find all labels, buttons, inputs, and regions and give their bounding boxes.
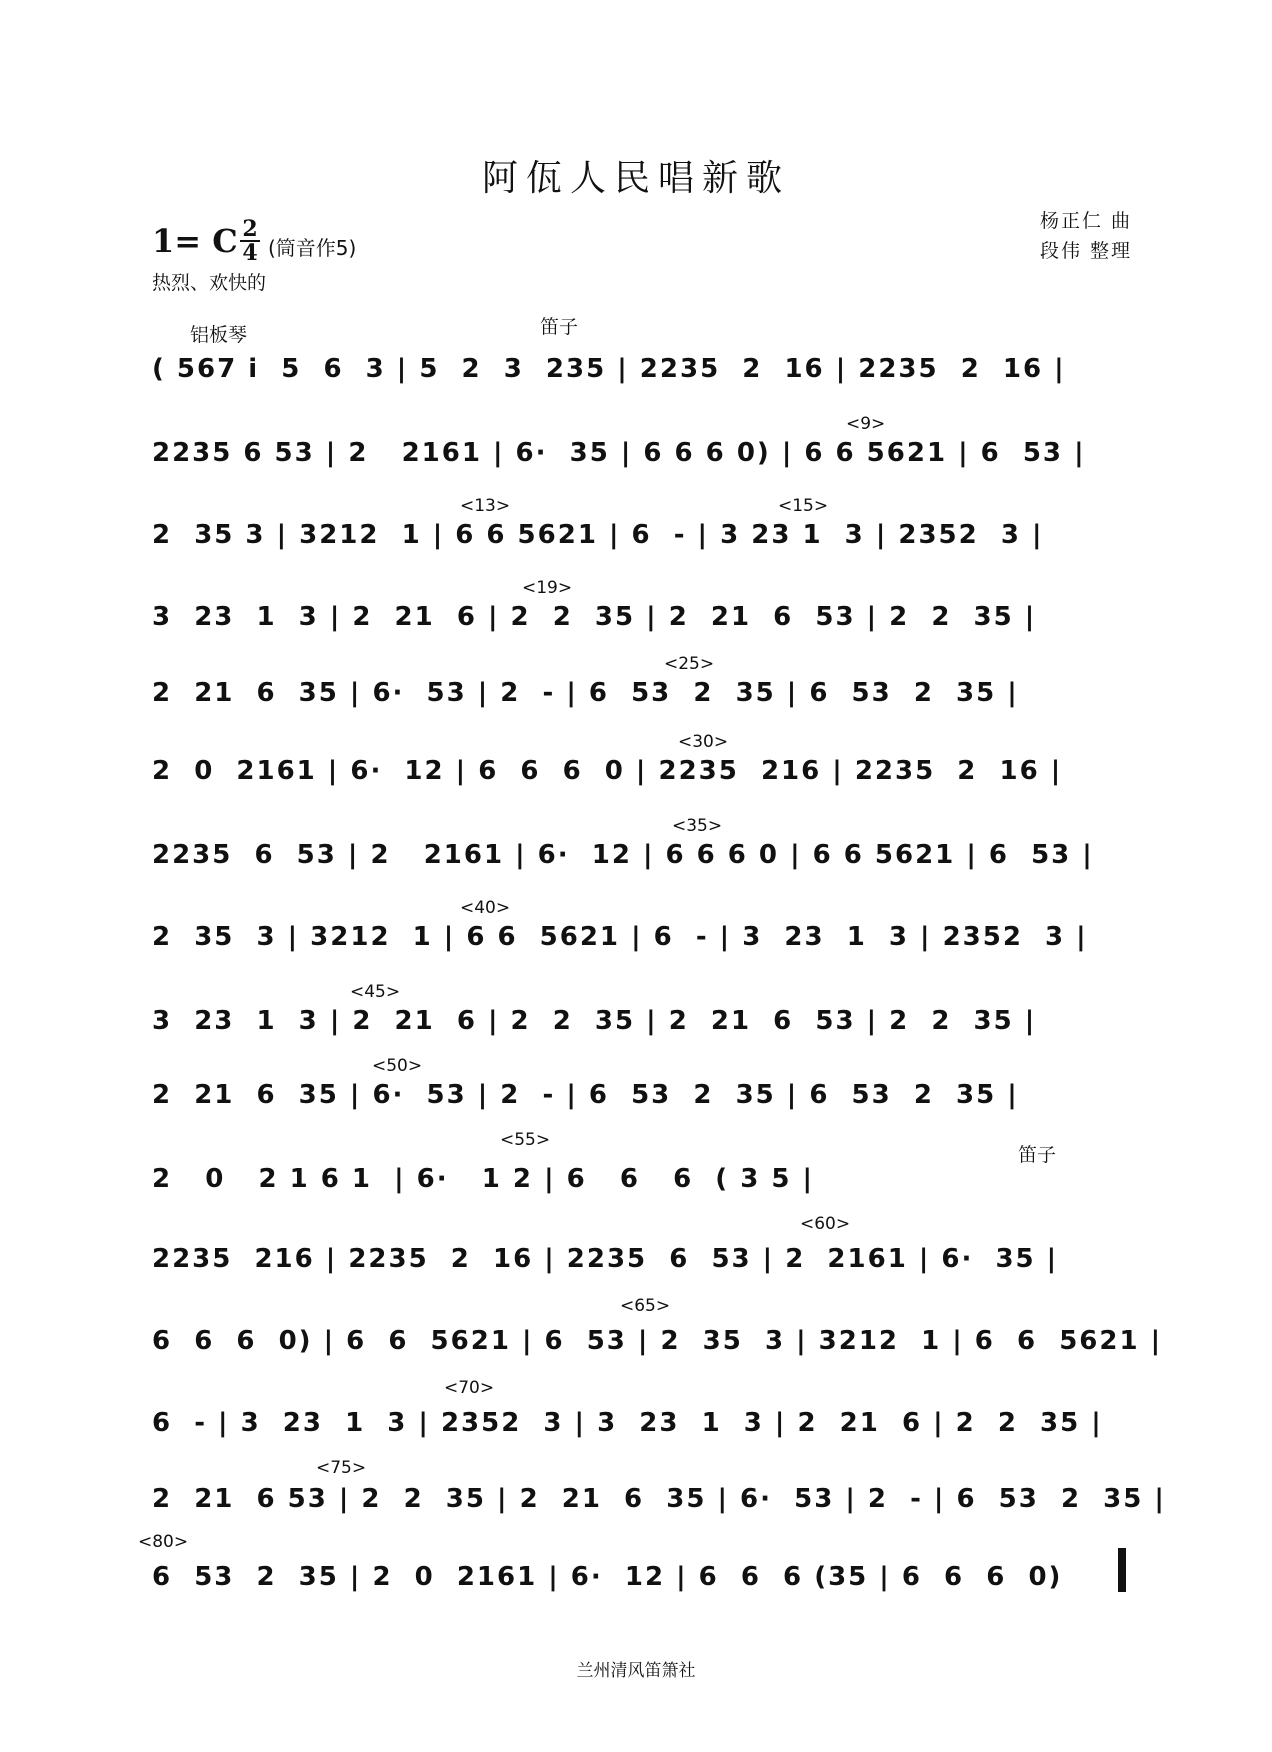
composer-credit: 杨正仁 曲	[1039, 210, 1132, 232]
measure-number: <65>	[620, 1296, 671, 1316]
notation-row: ( 567 i 5 6 3 | 5 2 3 235 | 2235 2 16 | 2235 2 16 |	[152, 354, 1066, 384]
fingering-note: (筒音作5)	[268, 236, 357, 260]
notation-row: 2235 6 53 | 2 2161 | 6· 12 | 6 6 6 0 | 6 6 5621 | 6 53 |	[152, 840, 1094, 870]
measure-number: <40>	[460, 898, 511, 918]
measure-number: <55>	[500, 1130, 551, 1150]
notation-row: 3 23 1 3 | 2 21 6 | 2 2 35 | 2 21 6 53 | 2 2 35 |	[152, 1006, 1037, 1036]
notation-row: 6 53 2 35 | 2 0 2161 | 6· 12 | 6 6 6 (35 | 6 6 6 0)	[152, 1562, 1063, 1592]
measure-number: <35>	[672, 816, 723, 836]
time-signature-bottom: 4	[242, 240, 258, 266]
measure-number: <45>	[350, 982, 401, 1002]
measure-number: <9>	[846, 414, 886, 434]
score-title: 阿佤人民唱新歌	[481, 158, 790, 199]
notation-row: 2 35 3 | 3212 1 | 6 6 5621 | 6 - | 3 23 1 3 | 2352 3 |	[152, 922, 1088, 952]
key-signature: 1= C	[152, 222, 238, 260]
notation-row: 2235 6 53 | 2 2161 | 6· 35 | 6 6 6 0) | 6 6 5621 | 6 53 |	[152, 438, 1086, 468]
time-signature	[238, 218, 262, 264]
instrument-label-dizi: 笛子	[1018, 1144, 1057, 1166]
final-barline	[1118, 1548, 1126, 1592]
measure-number: <15>	[778, 496, 829, 516]
measure-number: <75>	[316, 1458, 367, 1478]
notation-row: 6 6 6 0) | 6 6 5621 | 6 53 | 2 35 3 | 3212 1 | 6 6 5621 |	[152, 1326, 1163, 1356]
measure-number: <25>	[664, 654, 715, 674]
notation-row: 2 35 3 | 3212 1 | 6 6 5621 | 6 - | 3 23 1 3 | 2352 3 |	[152, 520, 1044, 550]
publisher-footer: 兰州清风笛箫社	[576, 1661, 696, 1681]
time-signature-top: 2	[242, 216, 258, 242]
measure-number: <50>	[372, 1056, 423, 1076]
arranger-credit: 段伟 整理	[1039, 240, 1132, 262]
notation-row: 2 21 6 53 | 2 2 35 | 2 21 6 35 | 6· 53 | 2 - | 6 53 2 35 |	[152, 1484, 1166, 1514]
measure-number: <60>	[800, 1214, 851, 1234]
measure-number: <80>	[138, 1532, 189, 1552]
tempo-marking: 热烈、欢快的	[152, 272, 267, 294]
notation-row: 3 23 1 3 | 2 21 6 | 2 2 35 | 2 21 6 53 | 2 2 35 |	[152, 602, 1037, 632]
measure-number: <19>	[522, 578, 573, 598]
instrument-label-dizi: 笛子	[540, 316, 579, 338]
notation-row: 2235 216 | 2235 2 16 | 2235 6 53 | 2 2161 | 6· 35 |	[152, 1244, 1059, 1274]
notation-row: 2 0 2 1 6 1 | 6· 1 2 | 6 6 6 ( 3 5 |	[152, 1164, 815, 1194]
notation-row: 6 - | 3 23 1 3 | 2352 3 | 3 23 1 3 | 2 21 6 | 2 2 35 |	[152, 1408, 1103, 1438]
notation-row: 2 0 2161 | 6· 12 | 6 6 6 0 | 2235 216 | 2235 2 16 |	[152, 756, 1063, 786]
measure-number: <30>	[678, 732, 729, 752]
instrument-label-glockenspiel: 铝板琴	[190, 324, 248, 346]
measure-number: <13>	[460, 496, 511, 516]
measure-number: <70>	[444, 1378, 495, 1398]
notation-row: 2 21 6 35 | 6· 53 | 2 - | 6 53 2 35 | 6 53 2 35 |	[152, 678, 1019, 708]
notation-row: 2 21 6 35 | 6· 53 | 2 - | 6 53 2 35 | 6 53 2 35 |	[152, 1080, 1019, 1110]
